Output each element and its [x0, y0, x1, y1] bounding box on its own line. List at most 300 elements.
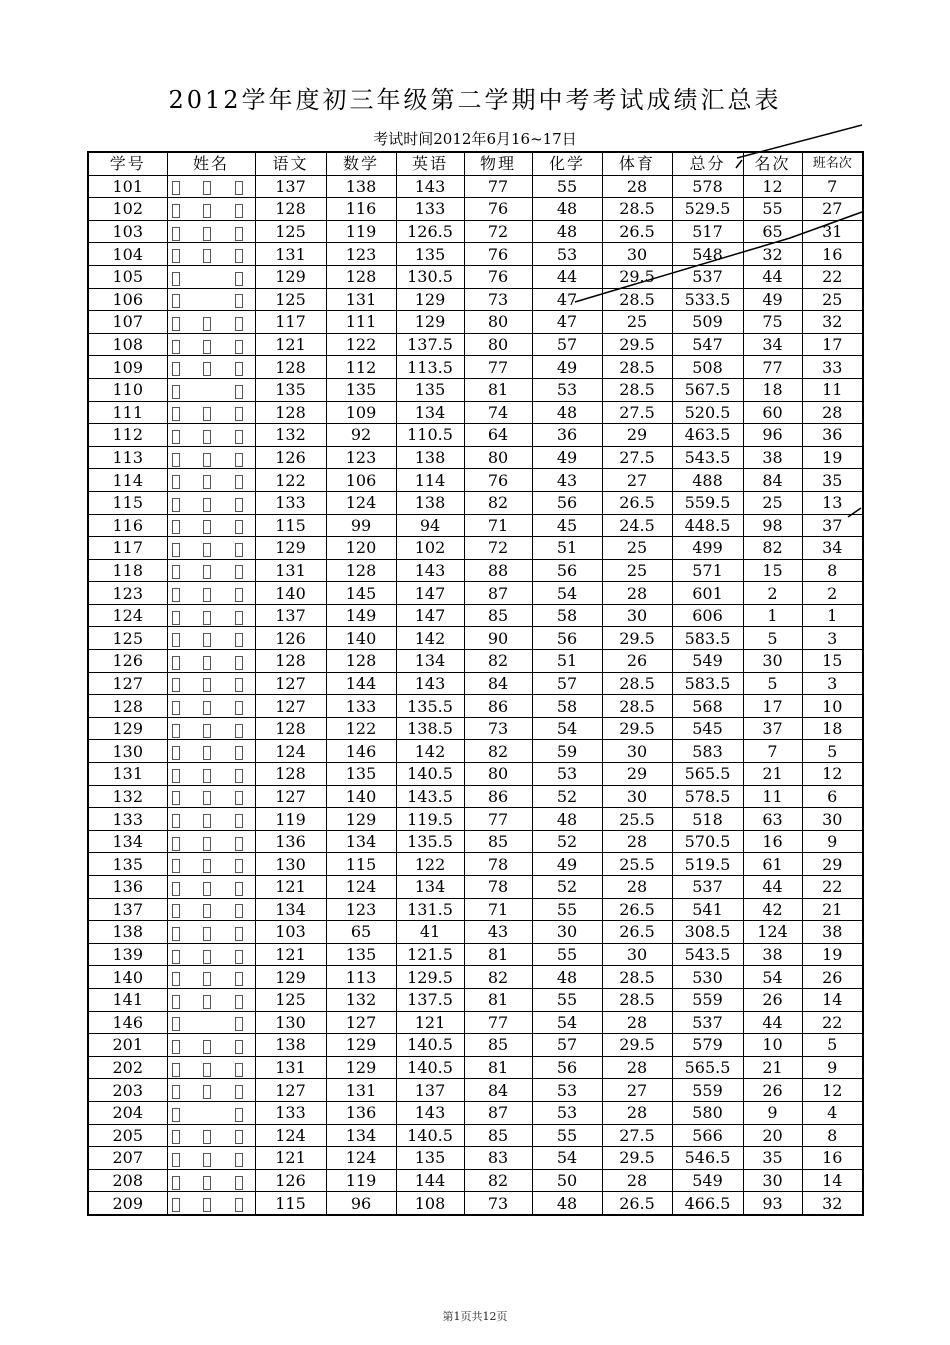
unrendered-glyphs — [168, 652, 255, 670]
table-cell: 41 — [396, 921, 464, 944]
table-cell: 35 — [802, 469, 863, 492]
table-row — [88, 198, 863, 221]
missing-glyph-box — [172, 837, 180, 851]
table-cell: 28 — [602, 1011, 672, 1034]
table-cell: 65 — [326, 921, 396, 944]
student-name-cell — [167, 921, 255, 944]
table-cell: 44 — [743, 1011, 802, 1034]
table-row — [88, 514, 863, 537]
table-cell: 26.5 — [602, 898, 672, 921]
table-row — [88, 356, 863, 379]
table-cell: 135 — [255, 378, 326, 401]
table-cell: 143 — [396, 672, 464, 695]
table-cell: 583 — [672, 740, 743, 763]
table-cell: 15 — [743, 559, 802, 582]
table-cell: 18 — [743, 378, 802, 401]
table-cell: 54 — [532, 717, 602, 740]
table-cell: 85 — [464, 1124, 532, 1147]
unrendered-glyphs — [168, 629, 255, 647]
table-cell: 29.5 — [602, 333, 672, 356]
column-header: 姓名 — [167, 152, 255, 175]
table-cell: 5 — [802, 740, 863, 763]
student-name-cell — [167, 808, 255, 831]
table-cell: 22 — [802, 1011, 863, 1034]
table-cell: 134 — [255, 898, 326, 921]
table-cell: 76 — [464, 243, 532, 266]
student-name-cell — [167, 1011, 255, 1034]
table-cell: 33 — [802, 356, 863, 379]
missing-glyph-box — [203, 498, 211, 512]
table-cell: 106 — [88, 288, 167, 311]
table-cell: 28.5 — [602, 356, 672, 379]
table-cell: 509 — [672, 311, 743, 334]
table-row — [88, 1124, 863, 1147]
table-cell: 549 — [672, 1169, 743, 1192]
table-cell: 123 — [326, 446, 396, 469]
table-row — [88, 830, 863, 853]
table-cell: 543.5 — [672, 943, 743, 966]
table-cell: 135.5 — [396, 830, 464, 853]
table-cell: 12 — [802, 1079, 863, 1102]
table-cell: 123 — [326, 898, 396, 921]
table-cell: 55 — [532, 988, 602, 1011]
table-row — [88, 243, 863, 266]
table-cell: 43 — [532, 469, 602, 492]
table-cell: 138 — [326, 175, 396, 198]
table-cell: 47 — [532, 288, 602, 311]
table-cell: 25 — [602, 537, 672, 560]
table-cell: 16 — [743, 830, 802, 853]
table-cell: 208 — [88, 1169, 167, 1192]
student-name-cell — [167, 988, 255, 1011]
table-cell: 117 — [255, 311, 326, 334]
table-cell: 44 — [743, 876, 802, 899]
table-cell: 28 — [602, 1056, 672, 1079]
table-cell: 137 — [88, 898, 167, 921]
missing-glyph-box — [203, 927, 211, 941]
exam-date: 考试时间2012年6月16~17日 — [373, 130, 577, 148]
table-cell: 120 — [326, 537, 396, 560]
table-cell: 53 — [532, 378, 602, 401]
missing-glyph-box — [172, 950, 180, 964]
table-cell: 140.5 — [396, 1124, 464, 1147]
student-name-cell — [167, 672, 255, 695]
table-cell: 30 — [532, 921, 602, 944]
missing-glyph-box — [235, 407, 243, 421]
table-cell: 29.5 — [602, 627, 672, 650]
table-cell: 76 — [464, 198, 532, 221]
missing-glyph-box — [203, 1176, 211, 1190]
missing-glyph-box — [172, 385, 180, 399]
table-cell: 38 — [743, 943, 802, 966]
missing-glyph-box — [172, 543, 180, 557]
table-cell: 559.5 — [672, 491, 743, 514]
table-cell: 56 — [532, 1056, 602, 1079]
score-table — [87, 151, 864, 1216]
table-cell: 11 — [743, 785, 802, 808]
missing-glyph-box — [203, 204, 211, 218]
table-cell: 22 — [802, 876, 863, 899]
table-cell: 147 — [396, 582, 464, 605]
student-name-cell — [167, 582, 255, 605]
missing-glyph-box — [172, 498, 180, 512]
table-cell: 201 — [88, 1034, 167, 1057]
table-cell: 2 — [802, 582, 863, 605]
table-cell: 94 — [396, 514, 464, 537]
unrendered-glyphs — [168, 720, 255, 738]
table-cell: 54 — [532, 582, 602, 605]
table-row — [88, 695, 863, 718]
missing-glyph-box — [203, 1063, 211, 1077]
table-cell: 571 — [672, 559, 743, 582]
table-row — [88, 265, 863, 288]
table-cell: 49 — [532, 853, 602, 876]
table-cell: 16 — [802, 243, 863, 266]
table-cell: 119 — [326, 1169, 396, 1192]
table-row — [88, 175, 863, 198]
column-header: 物理 — [464, 152, 532, 175]
table-row — [88, 966, 863, 989]
table-cell: 129 — [326, 1034, 396, 1057]
table-cell: 116 — [88, 514, 167, 537]
table-row — [88, 604, 863, 627]
table-cell: 86 — [464, 785, 532, 808]
table-cell: 122 — [326, 717, 396, 740]
unrendered-glyphs — [168, 494, 255, 512]
missing-glyph-box — [235, 814, 243, 828]
table-cell: 96 — [326, 1192, 396, 1215]
table-cell: 145 — [326, 582, 396, 605]
missing-glyph-box — [235, 882, 243, 896]
table-cell: 578.5 — [672, 785, 743, 808]
unrendered-glyphs — [168, 1059, 255, 1077]
table-cell: 101 — [88, 175, 167, 198]
table-cell: 124 — [326, 1147, 396, 1170]
table-cell: 30 — [802, 808, 863, 831]
table-row — [88, 763, 863, 786]
table-cell: 27.5 — [602, 446, 672, 469]
missing-glyph-box — [172, 882, 180, 896]
table-cell: 204 — [88, 1101, 167, 1124]
table-cell: 488 — [672, 469, 743, 492]
table-cell: 128 — [255, 401, 326, 424]
table-cell: 131 — [255, 243, 326, 266]
unrendered-glyphs — [168, 1126, 255, 1144]
table-row — [88, 1079, 863, 1102]
table-cell: 129 — [255, 966, 326, 989]
table-cell: 114 — [88, 469, 167, 492]
student-name-cell — [167, 830, 255, 853]
table-row — [88, 876, 863, 899]
student-name-cell — [167, 650, 255, 673]
table-cell: 29.5 — [602, 1034, 672, 1057]
unrendered-glyphs — [168, 381, 255, 399]
table-cell: 81 — [464, 378, 532, 401]
student-name-cell — [167, 378, 255, 401]
table-cell: 30 — [602, 785, 672, 808]
unrendered-glyphs — [168, 313, 255, 331]
table-cell: 138.5 — [396, 717, 464, 740]
table-cell: 19 — [802, 446, 863, 469]
missing-glyph-box — [203, 407, 211, 421]
table-cell: 205 — [88, 1124, 167, 1147]
table-row — [88, 491, 863, 514]
table-cell: 77 — [464, 1011, 532, 1034]
table-cell: 202 — [88, 1056, 167, 1079]
student-name-cell — [167, 537, 255, 560]
table-cell: 9 — [743, 1101, 802, 1124]
table-cell: 142 — [396, 740, 464, 763]
missing-glyph-box — [172, 475, 180, 489]
table-cell: 52 — [532, 876, 602, 899]
table-cell: 78 — [464, 876, 532, 899]
missing-glyph-box — [203, 227, 211, 241]
table-cell: 131 — [326, 1079, 396, 1102]
table-cell: 606 — [672, 604, 743, 627]
student-name-cell — [167, 198, 255, 221]
table-cell: 112 — [88, 424, 167, 447]
table-cell: 98 — [743, 514, 802, 537]
unrendered-glyphs — [168, 742, 255, 760]
table-cell: 30 — [743, 650, 802, 673]
table-cell: 106 — [326, 469, 396, 492]
table-cell: 127 — [255, 1079, 326, 1102]
table-cell: 28 — [802, 401, 863, 424]
table-cell: 133 — [326, 695, 396, 718]
table-cell: 57 — [532, 333, 602, 356]
table-cell: 92 — [326, 424, 396, 447]
table-cell: 14 — [802, 988, 863, 1011]
table-cell: 76 — [464, 265, 532, 288]
table-cell: 113 — [326, 966, 396, 989]
table-cell: 28.5 — [602, 988, 672, 1011]
table-cell: 3 — [802, 627, 863, 650]
table-cell: 137 — [396, 1079, 464, 1102]
table-cell: 115 — [255, 1192, 326, 1215]
missing-glyph-box — [235, 769, 243, 783]
student-name-cell — [167, 763, 255, 786]
student-name-cell — [167, 469, 255, 492]
table-cell: 3 — [802, 672, 863, 695]
table-cell: 137.5 — [396, 333, 464, 356]
missing-glyph-box — [172, 565, 180, 579]
missing-glyph-box — [172, 249, 180, 263]
table-cell: 16 — [802, 1147, 863, 1170]
table-cell: 4 — [802, 1101, 863, 1124]
table-cell: 45 — [532, 514, 602, 537]
table-cell: 115 — [326, 853, 396, 876]
unrendered-glyphs — [168, 471, 255, 489]
unrendered-glyphs — [168, 268, 255, 286]
unrendered-glyphs — [168, 290, 255, 308]
unrendered-glyphs — [168, 1172, 255, 1190]
table-row — [88, 220, 863, 243]
table-cell: 14 — [802, 1169, 863, 1192]
missing-glyph-box — [172, 407, 180, 421]
table-cell: 53 — [532, 763, 602, 786]
table-cell: 125 — [255, 220, 326, 243]
table-cell: 43 — [464, 921, 532, 944]
table-cell: 121 — [255, 1147, 326, 1170]
table-cell: 71 — [464, 514, 532, 537]
table-cell: 59 — [532, 740, 602, 763]
table-row — [88, 921, 863, 944]
student-name-cell — [167, 1192, 255, 1215]
table-cell: 130.5 — [396, 265, 464, 288]
table-cell: 117 — [88, 537, 167, 560]
table-cell: 57 — [532, 672, 602, 695]
table-cell: 121 — [255, 876, 326, 899]
missing-glyph-box — [172, 1176, 180, 1190]
table-cell: 124 — [326, 876, 396, 899]
column-header: 化学 — [532, 152, 602, 175]
table-cell: 55 — [532, 1124, 602, 1147]
table-cell: 131 — [255, 559, 326, 582]
missing-glyph-box — [235, 317, 243, 331]
table-cell: 570.5 — [672, 830, 743, 853]
column-header: 学号 — [88, 152, 167, 175]
table-cell: 466.5 — [672, 1192, 743, 1215]
missing-glyph-box — [203, 1085, 211, 1099]
table-cell: 28 — [602, 175, 672, 198]
missing-glyph-box — [203, 249, 211, 263]
table-cell: 44 — [532, 265, 602, 288]
table-cell: 109 — [326, 401, 396, 424]
missing-glyph-box — [172, 1108, 180, 1122]
missing-glyph-box — [172, 227, 180, 241]
table-cell: 5 — [802, 1034, 863, 1057]
table-cell: 78 — [464, 853, 532, 876]
table-cell: 6 — [802, 785, 863, 808]
table-cell: 143 — [396, 559, 464, 582]
table-cell: 10 — [802, 695, 863, 718]
table-cell: 537 — [672, 265, 743, 288]
missing-glyph-box — [235, 294, 243, 308]
table-row — [88, 988, 863, 1011]
table-cell: 1 — [802, 604, 863, 627]
unrendered-glyphs — [168, 787, 255, 805]
missing-glyph-box — [172, 1130, 180, 1144]
student-name-cell — [167, 424, 255, 447]
table-cell: 116 — [326, 198, 396, 221]
missing-glyph-box — [172, 362, 180, 376]
table-row — [88, 1034, 863, 1057]
unrendered-glyphs — [168, 426, 255, 444]
missing-glyph-box — [235, 1040, 243, 1054]
table-cell: 48 — [532, 401, 602, 424]
missing-glyph-box — [235, 995, 243, 1009]
table-cell: 53 — [532, 243, 602, 266]
table-cell: 133 — [255, 1101, 326, 1124]
table-cell: 135 — [396, 378, 464, 401]
table-cell: 119 — [255, 808, 326, 831]
missing-glyph-box — [203, 859, 211, 873]
table-cell: 28.5 — [602, 966, 672, 989]
missing-glyph-box — [235, 204, 243, 218]
table-cell: 29 — [602, 763, 672, 786]
table-cell: 138 — [255, 1034, 326, 1057]
missing-glyph-box — [203, 701, 211, 715]
missing-glyph-box — [203, 972, 211, 986]
table-cell: 128 — [326, 559, 396, 582]
missing-glyph-box — [235, 656, 243, 670]
student-name-cell — [167, 1147, 255, 1170]
table-cell: 26.5 — [602, 220, 672, 243]
table-cell: 130 — [255, 1011, 326, 1034]
table-cell: 55 — [532, 175, 602, 198]
table-cell: 136 — [326, 1101, 396, 1124]
table-cell: 129 — [88, 717, 167, 740]
table-cell: 128 — [255, 763, 326, 786]
table-cell: 134 — [396, 401, 464, 424]
missing-glyph-box — [203, 475, 211, 489]
missing-glyph-box — [172, 1198, 180, 1212]
table-cell: 87 — [464, 1101, 532, 1124]
student-name-cell — [167, 265, 255, 288]
table-cell: 74 — [464, 401, 532, 424]
column-header: 英语 — [396, 152, 464, 175]
table-row — [88, 424, 863, 447]
table-cell: 57 — [532, 1034, 602, 1057]
student-name-cell — [167, 356, 255, 379]
missing-glyph-box — [203, 181, 211, 195]
table-cell: 583.5 — [672, 672, 743, 695]
table-cell: 28 — [602, 876, 672, 899]
table-cell: 541 — [672, 898, 743, 921]
missing-glyph-box — [235, 543, 243, 557]
unrendered-glyphs — [168, 607, 255, 625]
table-cell: 107 — [88, 311, 167, 334]
table-cell: 29.5 — [602, 717, 672, 740]
unrendered-glyphs — [168, 358, 255, 376]
table-cell: 80 — [464, 311, 532, 334]
student-name-cell — [167, 446, 255, 469]
student-name-cell — [167, 785, 255, 808]
table-cell: 15 — [802, 650, 863, 673]
table-cell: 138 — [396, 491, 464, 514]
table-cell: 51 — [532, 537, 602, 560]
table-cell: 121.5 — [396, 943, 464, 966]
table-cell: 21 — [743, 763, 802, 786]
table-cell: 140 — [255, 582, 326, 605]
table-cell: 11 — [802, 378, 863, 401]
table-cell: 119.5 — [396, 808, 464, 831]
unrendered-glyphs — [168, 539, 255, 557]
missing-glyph-box — [235, 1063, 243, 1077]
table-cell: 27.5 — [602, 1124, 672, 1147]
table-cell: 96 — [743, 424, 802, 447]
table-cell: 27 — [802, 198, 863, 221]
table-cell: 102 — [396, 537, 464, 560]
table-cell: 13 — [802, 491, 863, 514]
table-cell: 566 — [672, 1124, 743, 1147]
table-cell: 147 — [396, 604, 464, 627]
table-cell: 533.5 — [672, 288, 743, 311]
unrendered-glyphs — [168, 697, 255, 715]
table-cell: 129 — [326, 1056, 396, 1079]
table-cell: 73 — [464, 288, 532, 311]
table-cell: 29.5 — [602, 265, 672, 288]
student-name-cell — [167, 333, 255, 356]
missing-glyph-box — [203, 746, 211, 760]
table-cell: 18 — [802, 717, 863, 740]
table-cell: 65 — [743, 220, 802, 243]
missing-glyph-box — [235, 475, 243, 489]
table-cell: 54 — [532, 1011, 602, 1034]
student-name-cell — [167, 514, 255, 537]
missing-glyph-box — [172, 701, 180, 715]
table-cell: 26 — [743, 988, 802, 1011]
